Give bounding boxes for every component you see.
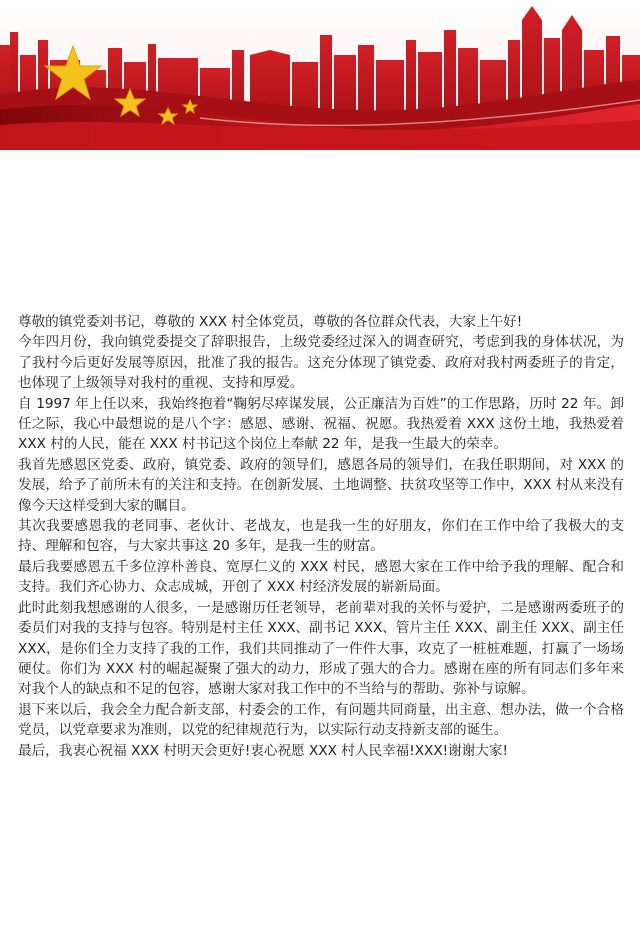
greeting-paragraph: 尊敬的镇党委刘书记，尊敬的 XXX 村全体党员，尊敬的各位群众代表，大家上午好!	[18, 314, 523, 330]
closing-paragraph: 最后，我衷心祝福 XXX 村明天会更好!衷心祝愿 XXX 村人民幸福!XXX!谢谢大家!	[18, 742, 508, 759]
thanks-villagers-paragraph: 最后我要感恩五千多位淳朴善良、宽厚仁义的 XXX 村民，感恩大家在工作中给予我的理解、配合和支持。我们齐心协力、众志成城，开创了 XXX 村经济发展的崭新局面。	[18, 558, 624, 596]
thanks-leaders-paragraph: 我首先感恩区党委、政府，镇党委、政府的领导们，感恩各局的领导们，在我任职期间，对 XXX 的发展，给予了前所未有的关注和支持。在创新发展、土地调整、扶贫攻坚等工作中，XXX 村从来没有像今天这样受到大家的瞩目。	[18, 456, 624, 514]
skyline-illustration	[0, 0, 640, 150]
future-support-paragraph: 退下来以后，我会全力配合新支部，村委会的工作，有问题共同商量，出主意、想办法，做一个合格党员，以党章要求为准则，以党的纪律规范行为，以实际行动支持新支部的诞生。	[18, 701, 624, 739]
thanks-committee-paragraph: 此时此刻我想感谢的人很多，一是感谢历任老领导，老前辈对我的关怀与爱护，二是感谢两委班子的委员们对我的支持与包容。特别是村主任 XXX、副书记 XXX、管片主任 XXX、副主任 XXX、副主任 XXX，是你们全力支持了我的工作，我们共同推动了一件件大事，攻克了一桩桩难题，打赢了一场场硬仗。你们为 XXX 村的崛起凝聚了强大的动力，形成了强大的合力。感谢在座的所有同志们多年来对我个人的缺点和不足的包容，感谢大家对我工作中的不当给与的帮助、弥补与谅解。	[18, 599, 624, 698]
thanks-colleagues-paragraph: 其次我要感恩我的老同事、老伙计、老战友，也是我一生的好朋友，你们在工作中给了我极大的支持、理解和包容，与大家共事这 20 多年，是我一生的财富。	[18, 518, 624, 555]
tenure-paragraph: 自 1997 年上任以来，我始终抱着“鞠躬尽瘁谋发展，公正廉洁为百姓”的工作思路，历时 22 年。卸任之际，我心中最想说的是八个字：感恩、感谢、祝福、祝愿。我热爱着 XXX 这份土地，我热爱着 XXX 村的人民，能在 XXX 村书记这个岗位上奉献 22 年，是我一生最大的荣幸。	[18, 395, 624, 453]
header-banner	[0, 0, 640, 150]
resignation-paragraph: 今年四月份，我向镇党委提交了辞职报告，上级党委经过深入的调查研究，考虑到我的身体状况，为了我村今后更好发展等原因，批准了我的报告。这充分体现了镇党委、政府对我村两委班子的肯定，也体现了上级领导对我村的重视、支持和厚爱。	[18, 334, 624, 392]
speech-document	[18, 312, 624, 761]
